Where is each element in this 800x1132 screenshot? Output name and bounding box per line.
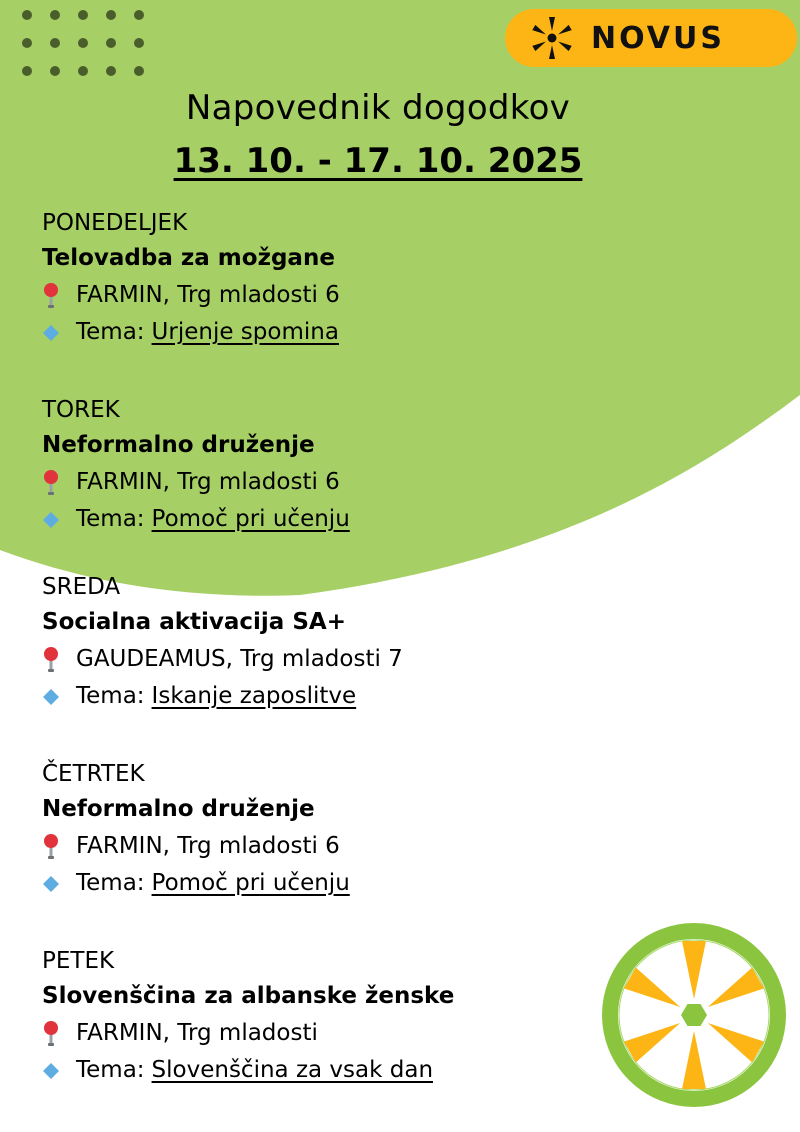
- event-day: PONEDELJEK: [42, 210, 188, 236]
- event-topic-label: Tema:: [76, 683, 145, 709]
- dot: [78, 38, 88, 48]
- dot: [50, 10, 60, 20]
- event-topic-label: Tema:: [76, 506, 145, 532]
- dot: [134, 10, 144, 20]
- event-name: Neformalno druženje: [42, 796, 315, 822]
- event-location-text: GAUDEAMUS, Trg mladosti 7: [76, 646, 403, 672]
- blue-diamond-icon: [42, 324, 76, 342]
- round-pushpin-icon: [42, 469, 76, 497]
- event-location: [42, 464, 454, 501]
- event-topic-link[interactable]: Pomoč pri učenju: [151, 506, 350, 532]
- event-location: [42, 641, 454, 678]
- event-topic-link[interactable]: Urjenje spomina: [151, 319, 339, 345]
- event-list: [42, 207, 454, 1132]
- event-location: [42, 828, 454, 865]
- event-location: [42, 277, 454, 314]
- wheel-decoration-icon: [600, 921, 788, 1109]
- dot: [106, 10, 116, 20]
- event-name: Slovenščina za albanske ženske: [42, 983, 455, 1009]
- dot: [134, 66, 144, 76]
- event-item: [42, 207, 454, 394]
- event-topic: [42, 501, 454, 538]
- event-item: [42, 394, 454, 581]
- dot: [78, 66, 88, 76]
- event-name: Socialna aktivacija SA+: [42, 609, 346, 635]
- dot: [106, 38, 116, 48]
- round-pushpin-icon: [42, 1020, 76, 1048]
- event-topic: [42, 1052, 454, 1089]
- blue-diamond-icon: [42, 1062, 76, 1080]
- page-title: Napovednik dogodkov: [185, 88, 571, 128]
- event-day: PETEK: [42, 948, 115, 974]
- event-topic: [42, 865, 454, 902]
- event-item: [42, 571, 454, 758]
- dot: [50, 38, 60, 48]
- event-item: [42, 945, 454, 1132]
- event-day: SREDA: [42, 574, 121, 600]
- event-location-text: FARMIN, Trg mladosti: [76, 1020, 318, 1046]
- event-topic: [42, 678, 454, 715]
- event-topic-label: Tema:: [76, 870, 145, 896]
- event-name: Neformalno druženje: [42, 432, 315, 458]
- dot: [22, 10, 32, 20]
- event-location-text: FARMIN, Trg mladosti 6: [76, 833, 340, 859]
- logo-text: NOVUS: [591, 20, 725, 56]
- dot: [50, 66, 60, 76]
- event-location: [42, 1015, 454, 1052]
- event-location-text: FARMIN, Trg mladosti 6: [76, 469, 340, 495]
- event-topic-link[interactable]: Slovenščina za vsak dan: [151, 1057, 434, 1083]
- round-pushpin-icon: [42, 833, 76, 861]
- event-day: ČETRTEK: [42, 761, 145, 787]
- date-range: 13. 10. - 17. 10. 2025: [173, 141, 583, 181]
- blue-diamond-icon: [42, 511, 76, 529]
- event-topic: [42, 314, 454, 351]
- event-topic-link[interactable]: Pomoč pri učenju: [151, 870, 350, 896]
- dot: [22, 66, 32, 76]
- event-topic-link[interactable]: Iskanje zaposlitve: [151, 683, 357, 709]
- event-location-text: FARMIN, Trg mladosti 6: [76, 282, 340, 308]
- sunburst-logo-icon: [527, 15, 577, 61]
- event-item: [42, 758, 454, 945]
- event-name: Telovadba za možgane: [42, 245, 335, 271]
- decorative-dot-grid: [22, 10, 144, 76]
- round-pushpin-icon: [42, 646, 76, 674]
- dot: [22, 38, 32, 48]
- dot: [106, 66, 116, 76]
- event-topic-label: Tema:: [76, 319, 145, 345]
- round-pushpin-icon: [42, 282, 76, 310]
- blue-diamond-icon: [42, 688, 76, 706]
- event-topic-label: Tema:: [76, 1057, 145, 1083]
- novus-logo: [505, 9, 797, 67]
- dot: [134, 38, 144, 48]
- dot: [78, 10, 88, 20]
- blue-diamond-icon: [42, 875, 76, 893]
- event-day: TOREK: [42, 397, 120, 423]
